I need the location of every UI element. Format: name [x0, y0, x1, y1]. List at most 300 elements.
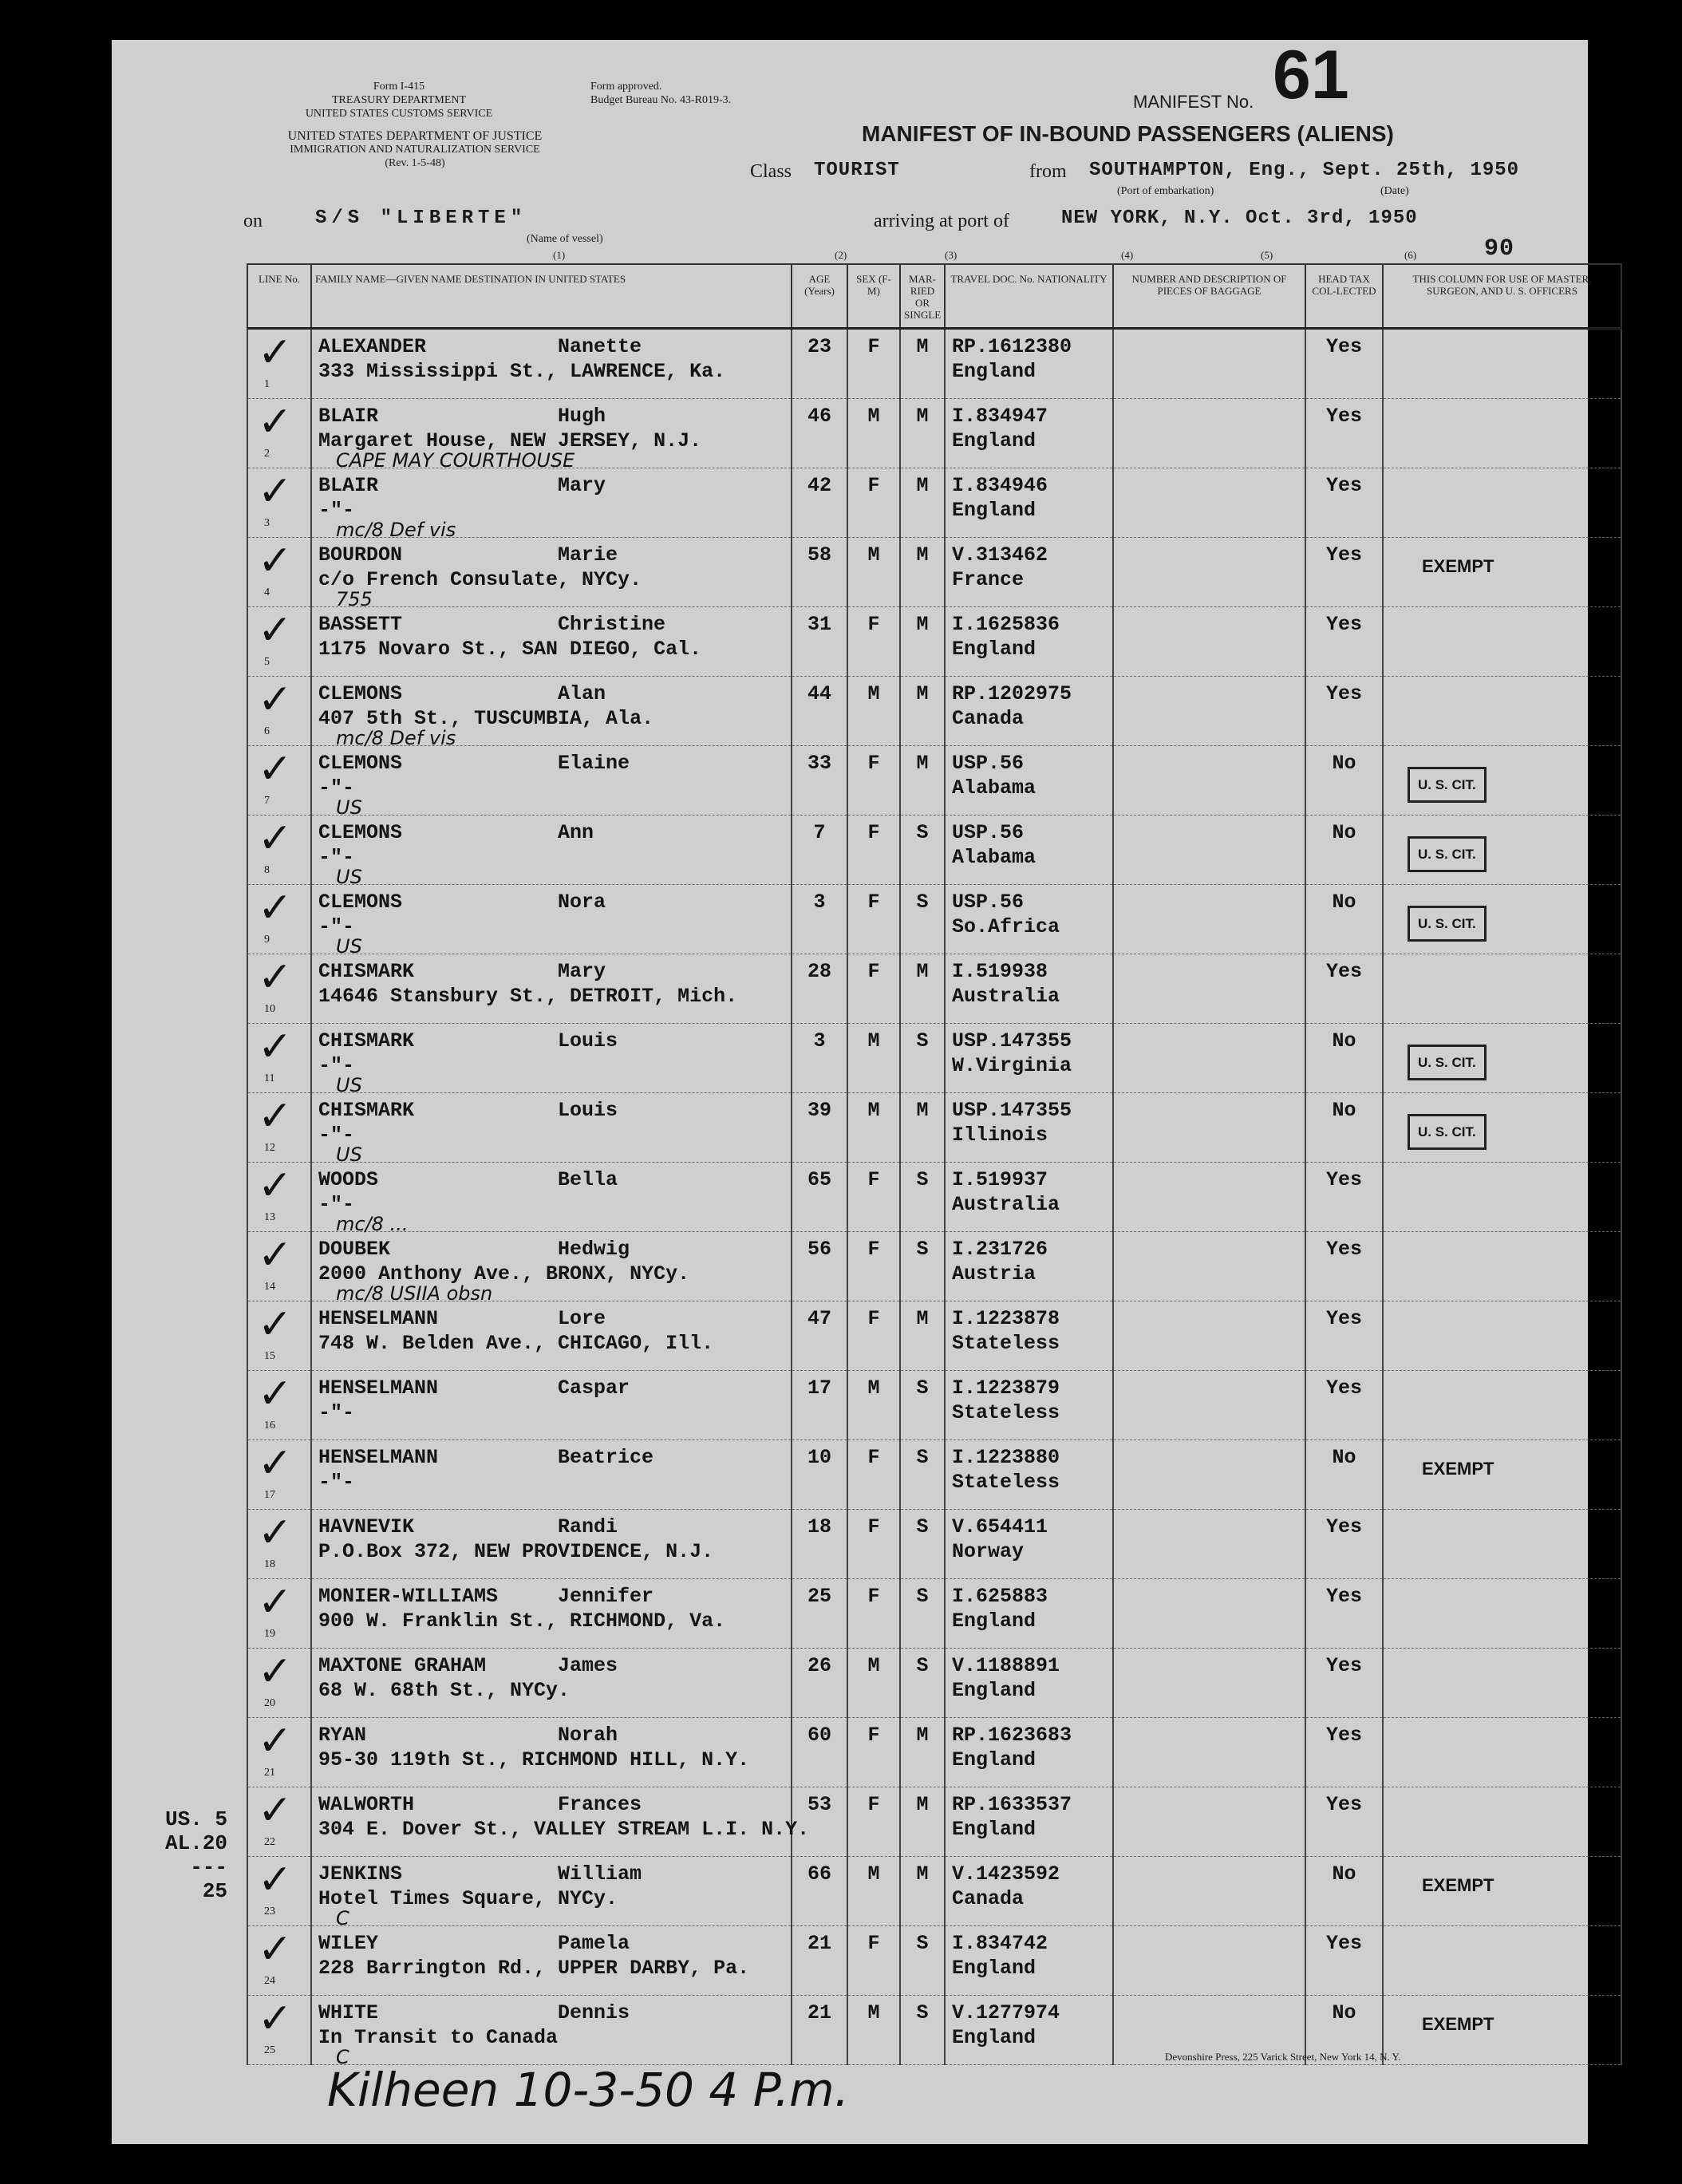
travel-cell	[945, 816, 1113, 885]
head-tax: No	[1332, 1446, 1356, 1469]
sex-cell	[847, 1787, 900, 1857]
form-id-block	[295, 80, 503, 120]
marital-cell	[900, 1718, 945, 1787]
sex: F	[867, 1446, 880, 1469]
sex-cell	[847, 885, 900, 954]
travel-cell	[945, 1718, 1113, 1787]
destination: Margaret House, NEW JERSEY, N.J.	[318, 429, 702, 452]
marital-cell	[900, 1301, 945, 1371]
handwritten-note: mc/8 Def vis	[336, 727, 456, 749]
marital-status: M	[916, 474, 929, 497]
age: 39	[807, 1099, 831, 1122]
date-caption: (Date)	[1380, 185, 1409, 197]
marital-status: S	[916, 1168, 929, 1191]
sex-cell	[847, 468, 900, 538]
line-number: 6	[264, 725, 270, 737]
travel-doc: USP.56	[952, 752, 1025, 775]
name-line	[312, 954, 791, 984]
line-number: 24	[264, 1975, 275, 1987]
family-name: WOODS	[318, 1168, 379, 1191]
class-value: TOURIST	[814, 160, 900, 181]
sex: M	[867, 1862, 880, 1886]
name-line	[312, 746, 791, 776]
marital-cell	[900, 1371, 945, 1440]
line-number: 10	[264, 1003, 275, 1015]
col-number-1: (1)	[553, 249, 566, 261]
officer-cell	[1383, 1718, 1621, 1787]
baggage-cell	[1113, 468, 1305, 538]
passenger-row	[247, 1024, 1621, 1093]
travel-cell	[945, 468, 1113, 538]
line-cell	[247, 1579, 311, 1649]
sex-cell	[847, 816, 900, 885]
binder-hole	[72, 479, 109, 515]
line-number: 16	[264, 1420, 275, 1432]
line-cell	[247, 399, 311, 468]
given-name: Beatrice	[558, 1446, 654, 1469]
handwritten-note: US	[336, 796, 362, 819]
vessel-name: S/S "LIBERTE"	[315, 207, 527, 229]
marital-status: S	[916, 1446, 929, 1469]
arriving-label: arriving at port of	[874, 211, 1009, 231]
head-tax: Yes	[1325, 1724, 1362, 1747]
line-cell	[247, 746, 311, 816]
checkmark-icon: ✓	[258, 745, 293, 793]
col-header-officers: THIS COLUMN FOR USE OF MASTER, SURGEON, AND U. S. OFFICERS	[1383, 264, 1621, 329]
marital-status: S	[916, 821, 929, 844]
name-line	[312, 816, 791, 845]
name-line	[312, 1440, 791, 1470]
travel-doc: USP.56	[952, 821, 1025, 844]
checkmark-icon: ✓	[258, 537, 293, 585]
sex: F	[867, 891, 880, 914]
family-name: DOUBEK	[318, 1238, 391, 1261]
age-cell	[792, 1579, 847, 1649]
age: 44	[807, 682, 831, 705]
travel-doc: I.519938	[952, 960, 1048, 983]
officer-cell	[1383, 1093, 1621, 1163]
destination: 95-30 119th St., RICHMOND HILL, N.Y.	[318, 1748, 750, 1771]
travel-doc: RP.1633537	[952, 1793, 1072, 1816]
travel-doc: I.834742	[952, 1932, 1048, 1955]
age-cell	[792, 1787, 847, 1857]
officer-cell	[1383, 885, 1621, 954]
marital-status: M	[916, 1307, 929, 1330]
name-line	[312, 399, 791, 429]
sex-cell	[847, 1232, 900, 1301]
given-name: Frances	[558, 1793, 642, 1816]
age: 26	[807, 1654, 831, 1677]
exempt-stamp: EXEMPT	[1422, 1875, 1494, 1895]
age-cell	[792, 1926, 847, 1996]
sex-cell	[847, 538, 900, 607]
tax-cell	[1305, 607, 1383, 677]
travel-cell	[945, 1093, 1113, 1163]
name-cell	[311, 1926, 792, 1996]
tally-total: 25	[202, 1879, 227, 1903]
handwritten-note: 755	[336, 588, 373, 610]
name-cell	[311, 1301, 792, 1371]
age-cell	[792, 1301, 847, 1371]
line-cell	[247, 954, 311, 1024]
head-tax: No	[1332, 1029, 1356, 1053]
marital-status: M	[916, 405, 929, 428]
marital-status: M	[916, 752, 929, 775]
line-number: 2	[264, 448, 270, 460]
checkmark-icon: ✓	[258, 1370, 293, 1418]
nationality: Australia	[952, 985, 1060, 1008]
checkmark-icon: ✓	[258, 1578, 293, 1626]
tally-rule: ---	[190, 1855, 227, 1879]
given-name: Louis	[558, 1099, 618, 1122]
us-citizen-stamp: U. S. CIT.	[1408, 1045, 1487, 1080]
col-number-6: (6)	[1404, 249, 1417, 261]
age: 56	[807, 1238, 831, 1261]
line-cell	[247, 1857, 311, 1926]
destination: 68 W. 68th St., NYCy.	[318, 1679, 571, 1702]
tally-al: AL.20	[164, 1831, 227, 1855]
travel-doc: I.519937	[952, 1168, 1048, 1191]
sex: F	[867, 1585, 880, 1608]
sex: F	[867, 335, 880, 358]
line-number: 9	[264, 934, 270, 946]
line-number: 21	[264, 1767, 275, 1779]
family-name: BOURDON	[318, 543, 403, 567]
col-header-age: AGE (Years)	[792, 264, 847, 329]
nationality: England	[952, 1957, 1036, 1980]
travel-cell	[945, 1787, 1113, 1857]
sex: M	[867, 2001, 880, 2024]
line-number: 12	[264, 1142, 275, 1154]
destination: -"-	[318, 1471, 355, 1494]
us-citizen-stamp: U. S. CIT.	[1408, 836, 1487, 872]
manifest-page	[112, 37, 1592, 2144]
sex: F	[867, 960, 880, 983]
line-cell	[247, 816, 311, 885]
head-tax: No	[1332, 821, 1356, 844]
family-name: MONIER-WILLIAMS	[318, 1585, 499, 1608]
binder-hole	[72, 1460, 109, 1497]
officer-cell	[1383, 1857, 1621, 1926]
sex: M	[867, 682, 880, 705]
handwritten-note: C	[336, 2046, 349, 2068]
head-tax: Yes	[1325, 335, 1362, 358]
name-line	[312, 677, 791, 706]
head-tax: No	[1332, 752, 1356, 775]
given-name: Jennifer	[558, 1585, 654, 1608]
family-name: WHITE	[318, 2001, 379, 2024]
given-name: Norah	[558, 1724, 618, 1747]
head-tax: No	[1332, 1099, 1356, 1122]
destination: -"-	[318, 846, 355, 869]
name-line	[312, 1996, 791, 2025]
marital-status: S	[916, 1932, 929, 1955]
travel-cell	[945, 399, 1113, 468]
line-cell	[247, 1510, 311, 1579]
officer-cell	[1383, 468, 1621, 538]
baggage-cell	[1113, 1857, 1305, 1926]
tax-cell	[1305, 1579, 1383, 1649]
tax-cell	[1305, 1718, 1383, 1787]
vessel-caption: (Name of vessel)	[527, 233, 603, 245]
age-cell	[792, 954, 847, 1024]
passenger-table	[247, 263, 1622, 2068]
sex-cell	[847, 1371, 900, 1440]
officer-cell	[1383, 816, 1621, 885]
marital-cell	[900, 1649, 945, 1718]
nationality: W.Virginia	[952, 1054, 1072, 1077]
sex-cell	[847, 1440, 900, 1510]
sex-cell	[847, 954, 900, 1024]
col-number-2: (2)	[835, 249, 847, 261]
age: 46	[807, 405, 831, 428]
checkmark-icon: ✓	[258, 329, 293, 377]
line-cell	[247, 677, 311, 746]
tax-cell	[1305, 1024, 1383, 1093]
given-name: Elaine	[558, 752, 630, 775]
handwritten-note: US	[336, 1074, 362, 1096]
baggage-cell	[1113, 399, 1305, 468]
age-cell	[792, 468, 847, 538]
line-cell	[247, 468, 311, 538]
tally-us: US. 5	[164, 1807, 227, 1831]
travel-doc: V.313462	[952, 543, 1048, 567]
line-number: 23	[264, 1906, 275, 1917]
nationality: Illinois	[952, 1124, 1048, 1147]
binder-hole	[72, 1069, 109, 1106]
baggage-cell	[1113, 1093, 1305, 1163]
marital-cell	[900, 329, 945, 399]
travel-doc: I.625883	[952, 1585, 1048, 1608]
us-citizen-stamp: U. S. CIT.	[1408, 906, 1487, 942]
travel-doc: USP.56	[952, 891, 1025, 914]
family-name: RYAN	[318, 1724, 367, 1747]
officer-cell	[1383, 1926, 1621, 1996]
arriving-value: NEW YORK, N.Y. Oct. 3rd, 1950	[1061, 207, 1418, 229]
baggage-cell	[1113, 1371, 1305, 1440]
travel-doc: RP.1612380	[952, 335, 1072, 358]
age-cell	[792, 746, 847, 816]
sex: M	[867, 405, 880, 428]
name-cell	[311, 1510, 792, 1579]
checkmark-icon: ✓	[258, 1440, 293, 1487]
col-header-married: MAR-RIED OR SINGLE	[900, 264, 945, 329]
checkmark-icon: ✓	[258, 1995, 293, 2043]
col-header-line: LINE No.	[247, 264, 311, 329]
checkmark-icon: ✓	[258, 884, 293, 932]
class-label: Class	[750, 161, 792, 182]
nationality: Norway	[952, 1540, 1025, 1563]
handwritten-note: mc/8 Def vis	[336, 519, 456, 541]
line-cell	[247, 1996, 311, 2065]
line-cell	[247, 1232, 311, 1301]
given-name: Alan	[558, 682, 606, 705]
sex-cell	[847, 1996, 900, 2065]
travel-cell	[945, 1926, 1113, 1996]
checkmark-icon: ✓	[258, 1856, 293, 1904]
nationality: Australia	[952, 1193, 1060, 1216]
nationality: England	[952, 499, 1036, 522]
marital-status: M	[916, 1862, 929, 1886]
sex-cell	[847, 1579, 900, 1649]
handwritten-note: US	[336, 1143, 362, 1166]
name-line	[312, 330, 791, 359]
tax-cell	[1305, 1926, 1383, 1996]
given-name: Lore	[558, 1307, 606, 1330]
head-tax: Yes	[1325, 1307, 1362, 1330]
travel-doc: V.1188891	[952, 1654, 1060, 1677]
line-cell	[247, 1371, 311, 1440]
baggage-cell	[1113, 816, 1305, 885]
head-tax: Yes	[1325, 1585, 1362, 1608]
manifest-no-label: MANIFEST No.	[1133, 92, 1254, 112]
marital-cell	[900, 1440, 945, 1510]
tax-cell	[1305, 468, 1383, 538]
family-name: MAXTONE GRAHAM	[318, 1654, 487, 1677]
marital-cell	[900, 1232, 945, 1301]
marital-cell	[900, 816, 945, 885]
tax-cell	[1305, 1510, 1383, 1579]
travel-doc: I.1223880	[952, 1446, 1060, 1469]
destination: -"-	[318, 915, 355, 938]
name-line	[312, 1163, 791, 1192]
officer-cell	[1383, 1232, 1621, 1301]
nationality: England	[952, 1609, 1036, 1633]
head-tax: Yes	[1325, 960, 1362, 983]
ins-line: IMMIGRATION AND NATURALIZATION SERVICE	[290, 144, 540, 156]
officer-cell	[1383, 1371, 1621, 1440]
name-cell	[311, 1163, 792, 1235]
age-cell	[792, 1857, 847, 1926]
travel-cell	[945, 885, 1113, 954]
col-header-name: FAMILY NAME—GIVEN NAME DESTINATION IN UNITED STATES	[311, 264, 792, 329]
given-name: Nora	[558, 891, 606, 914]
age-cell	[792, 1232, 847, 1301]
tax-cell	[1305, 677, 1383, 746]
travel-cell	[945, 1024, 1113, 1093]
tax-cell	[1305, 746, 1383, 816]
line-number: 11	[264, 1072, 275, 1084]
handwritten-note: mc/8 USIIA obsn	[336, 1282, 493, 1305]
sex-cell	[847, 607, 900, 677]
nationality: Stateless	[952, 1332, 1060, 1355]
tax-cell	[1305, 1649, 1383, 1718]
marital-cell	[900, 1163, 945, 1232]
age: 65	[807, 1168, 831, 1191]
travel-doc: V.1423592	[952, 1862, 1060, 1886]
destination: 1175 Novaro St., SAN DIEGO, Cal.	[318, 638, 702, 661]
tax-cell	[1305, 538, 1383, 607]
name-cell	[311, 329, 792, 399]
marital-status: S	[916, 1585, 929, 1608]
marital-status: M	[916, 613, 929, 636]
destination: -"-	[318, 499, 355, 522]
name-line	[312, 607, 791, 637]
officer-cell	[1383, 1024, 1621, 1093]
inspector-signature: Kilheen 10-3-50 4 P.m.	[327, 2063, 850, 2117]
passenger-rows	[247, 329, 1621, 2068]
marital-status: M	[916, 1099, 929, 1122]
checkmark-icon: ✓	[258, 1509, 293, 1557]
head-tax: Yes	[1325, 1793, 1362, 1816]
baggage-cell	[1113, 885, 1305, 954]
nationality: England	[952, 360, 1036, 383]
checkmark-icon: ✓	[258, 1092, 293, 1140]
sex: F	[867, 613, 880, 636]
name-cell	[311, 1718, 792, 1787]
destination: c/o French Consulate, NYCy.	[318, 568, 642, 591]
name-line	[312, 468, 791, 498]
given-name: Randi	[558, 1515, 618, 1538]
marital-status: S	[916, 1376, 929, 1400]
passenger-row	[247, 399, 1621, 468]
marital-cell	[900, 1996, 945, 2065]
age-cell	[792, 1718, 847, 1787]
port-caption: (Port of embarkation)	[1117, 185, 1214, 197]
col-header-sex: SEX (F-M)	[847, 264, 900, 329]
age: 17	[807, 1376, 831, 1400]
line-number: 14	[264, 1281, 275, 1293]
tax-cell	[1305, 329, 1383, 399]
head-tax: Yes	[1325, 1932, 1362, 1955]
baggage-cell	[1113, 1579, 1305, 1649]
nationality: Stateless	[952, 1401, 1060, 1424]
destination: Hotel Times Square, NYCy.	[318, 1887, 618, 1910]
line-cell	[247, 1926, 311, 1996]
head-tax: No	[1332, 1862, 1356, 1886]
family-name: CHISMARK	[318, 960, 415, 983]
checkmark-icon: ✓	[258, 1925, 293, 1973]
marital-cell	[900, 1579, 945, 1649]
sex: F	[867, 1793, 880, 1816]
sex-cell	[847, 1857, 900, 1926]
nationality: England	[952, 1679, 1036, 1702]
travel-doc: I.1223879	[952, 1376, 1060, 1400]
marital-cell	[900, 1024, 945, 1093]
passenger-row	[247, 1787, 1621, 1857]
destination: 333 Mississippi St., LAWRENCE, Ka.	[318, 360, 726, 383]
department-block	[239, 129, 590, 170]
baggage-cell	[1113, 1301, 1305, 1371]
destination: 304 E. Dover St., VALLEY STREAM L.I. N.Y.	[318, 1818, 810, 1841]
baggage-cell	[1113, 607, 1305, 677]
name-cell	[311, 607, 792, 677]
handwritten-note: mc/8 ...	[336, 1213, 409, 1235]
age-cell	[792, 1649, 847, 1718]
checkmark-icon: ✓	[258, 398, 293, 446]
tax-cell	[1305, 1232, 1383, 1301]
name-cell	[311, 1649, 792, 1718]
travel-cell	[945, 1371, 1113, 1440]
sex-cell	[847, 1510, 900, 1579]
col-number-3: (3)	[945, 249, 957, 261]
travel-cell	[945, 1301, 1113, 1371]
checkmark-icon: ✓	[258, 1162, 293, 1210]
age: 10	[807, 1446, 831, 1469]
travel-doc: RP.1202975	[952, 682, 1072, 705]
given-name: Caspar	[558, 1376, 630, 1400]
family-name: CHISMARK	[318, 1099, 415, 1122]
age: 25	[807, 1585, 831, 1608]
line-cell	[247, 538, 311, 607]
marital-status: M	[916, 543, 929, 567]
nationality: So.Africa	[952, 915, 1060, 938]
passenger-row	[247, 816, 1621, 885]
given-name: Mary	[558, 474, 606, 497]
head-tax: Yes	[1325, 474, 1362, 497]
travel-cell	[945, 1440, 1113, 1510]
name-line	[312, 1718, 791, 1748]
